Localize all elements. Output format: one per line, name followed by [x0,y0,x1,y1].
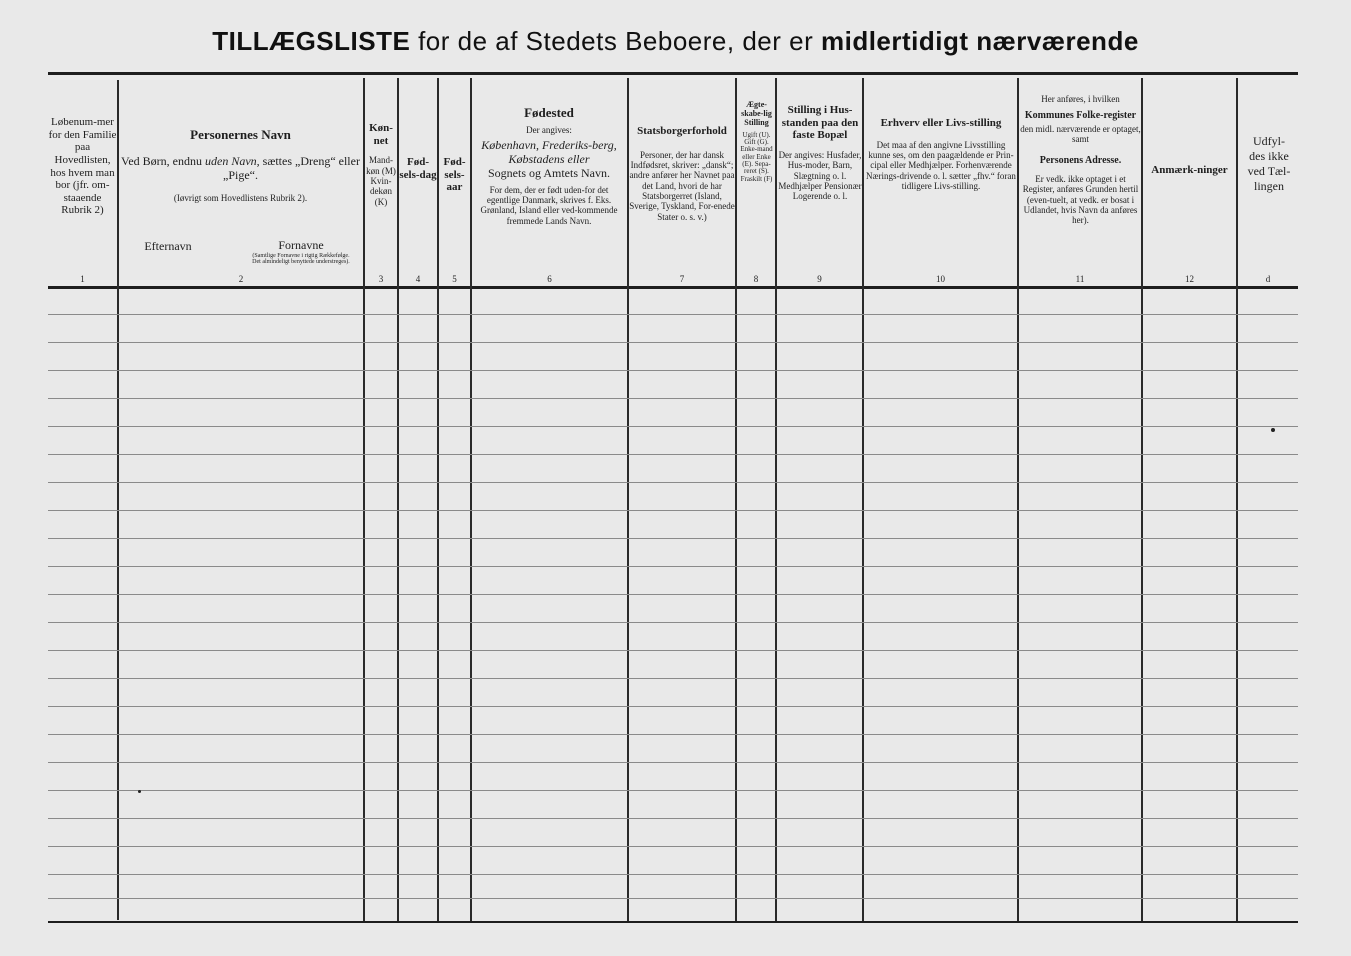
col1-header [48,116,117,217]
title-word-tillaegsliste: TILLÆGSLISTE [212,26,411,56]
col2-fornavne-note: (Samtlige Fornavne i rigtig Rækkefølge. Det almindeligt benyttede understreges). [252,252,350,266]
col5-header [439,156,470,194]
col8-text: Ugift (U). Gift (G). Enke-mand eller Enke (E). Sepa-reret (S). Fraskilt (F) [740,130,773,183]
col11-heading2: Personens Adresse. [1039,154,1122,166]
col-divider-8 [775,78,777,921]
col5-number: 5 [452,274,457,284]
col12-number: 12 [1185,274,1194,284]
entry-row-line [48,594,1298,595]
col11-heading1: Kommunes Folke-register [1024,110,1137,122]
ink-speck [138,790,141,793]
col11-line2: den midl. nærværende er optaget, samt [1020,123,1141,145]
col9-heading: Stilling i Hus-standen paa den faste Bopæl [781,104,859,142]
col9-header [778,104,862,202]
ink-speck [1271,428,1275,432]
entry-row-line [48,482,1298,483]
col2-sub-fornavne [242,239,360,265]
col-divider-4 [437,78,439,921]
entry-row-line [48,678,1298,679]
col11-text: Er vedk. ikke optaget i et Register, anføres Grunden hertil (even-tuelt, at vedk. er bosat i Udlandet, hvis Navn da anføres her). [1022,174,1139,226]
entry-row-line [48,874,1298,875]
col10-heading: Erhverv eller Livs-stilling [880,117,1002,129]
col6-header [473,106,625,226]
entry-row-line [48,622,1298,623]
col10-number: 10 [936,274,945,284]
col-divider-9 [862,78,864,921]
entry-row-line [48,762,1298,763]
col2-line1c: sættes „Dreng“ eller „Pige“. [223,153,360,182]
col4-heading: Fød-sels-dag [399,156,437,181]
col6-line3: Sognets og Amtets Navn. [488,165,610,180]
form-title [0,26,1351,57]
col2-efternavn-label: Efternavn [144,239,192,253]
col6-number: 6 [547,274,552,284]
col2-note: (Iøvrigt som Hovedlistens Rubrik 2). [173,192,308,203]
entry-row-line [48,426,1298,427]
title-word-midlertidigt: midlertidigt [820,26,969,56]
entry-row-line [48,510,1298,511]
header-bottom-rule [48,286,1298,289]
col1-number: 1 [80,274,85,284]
col-divider-11 [1141,78,1143,921]
col-divider-1 [117,80,119,920]
col12-heading: Anmærk-ninger [1151,164,1228,176]
col7-text: Personer, der har dansk Indfødsret, skriver: „dansk“; andre anfører her Navnet paa det Land, hvori de har Statsborgerret (Island, Sverige, Tyskland, For-enede Stater o. s. v.) [629,149,735,222]
col2-header [120,128,361,203]
entry-row-line [48,650,1298,651]
col-divider-5 [470,78,472,921]
col-divider-10 [1017,78,1019,921]
col12-header [1143,164,1236,177]
col4-header [399,156,437,181]
entry-row-line [48,314,1298,315]
col7-header [629,125,735,222]
bottom-rule [48,921,1298,923]
col9-number: 9 [817,274,822,284]
col6-line1: Der angives: [526,124,572,135]
col11-header [1020,94,1141,226]
col2-fornavne-label: Fornavne [278,238,324,252]
col13-header [1246,134,1292,194]
col3-text: Mand-køn (M) Kvin-dekøn (K) [366,155,396,207]
col3-heading: Køn-net [369,122,393,147]
title-end: nærværende [976,26,1139,56]
col5-heading: Fød-sels-aar [443,156,466,194]
col3-number: 3 [378,274,384,284]
col11-line1: Her anføres, i hvilken [1041,94,1120,104]
entry-row-line [48,734,1298,735]
col10-header [866,117,1016,191]
entry-row-line [48,398,1298,399]
col13-text: Udfyl-des ikke ved Tæl-lingen [1247,134,1291,193]
col13-number: d [1265,274,1271,284]
entry-row-line [48,342,1298,343]
col8-number: 8 [753,274,759,284]
col2-heading: Personernes Navn [190,127,291,142]
entry-row-line [48,846,1298,847]
col7-number: 7 [679,274,685,284]
col8-heading: Ægte-skabe-lig Stilling [741,100,772,128]
col-divider-12 [1236,78,1238,921]
col6-heading: Fødested [524,105,574,120]
col1-text: Løbenum-mer for den Familie paa Hovedlisten, hos hvem man bor (jfr. om-staaende Rubrik 2) [48,116,117,217]
col2-sub-efternavn [128,240,208,254]
col9-text: Der angives: Husfader, Hus-moder, Barn, Slægtning o. l. Medhjælper Pensionær Logerende o. l. [778,149,862,202]
entry-row-line [48,790,1298,791]
entry-row-line [48,566,1298,567]
col10-text: Det maa af den angivne Livsstilling kunne ses, om den paagældende er Prin-cipal eller Medhjælper. Forhenværende Nærings-drivende o. l. sætter „fhv.“ foran tidligere Livs-stilling. [866,139,1016,192]
col11-number: 11 [1075,274,1085,284]
entry-row-line [48,898,1298,899]
col-divider-3 [397,78,399,921]
col6-line4: For dem, der er født uden-for det egentlige Danmark, skrives f. Eks. Grønland, Island eller ved-kommende fremmede Lands Navn. [480,184,618,226]
col6-line2: København, Frederiks-berg, Købstadens eller [481,138,617,167]
title-middle: for de af Stedets Beboere, der er [418,26,814,56]
col7-heading: Statsborgerforhold [637,125,727,137]
col4-number: 4 [415,274,421,284]
entry-row-line [48,454,1298,455]
entry-row-line [48,706,1298,707]
entry-row-line [48,370,1298,371]
col3-header [365,122,397,207]
entry-row-line [48,538,1298,539]
col8-header [738,100,775,183]
entry-row-line [48,818,1298,819]
col2-line1b: uden Navn, [205,153,260,168]
col-divider-7 [735,78,737,921]
col2-number: 2 [238,274,244,284]
col2-line1a: Ved Børn, endnu [121,153,203,168]
top-rule [48,72,1298,75]
